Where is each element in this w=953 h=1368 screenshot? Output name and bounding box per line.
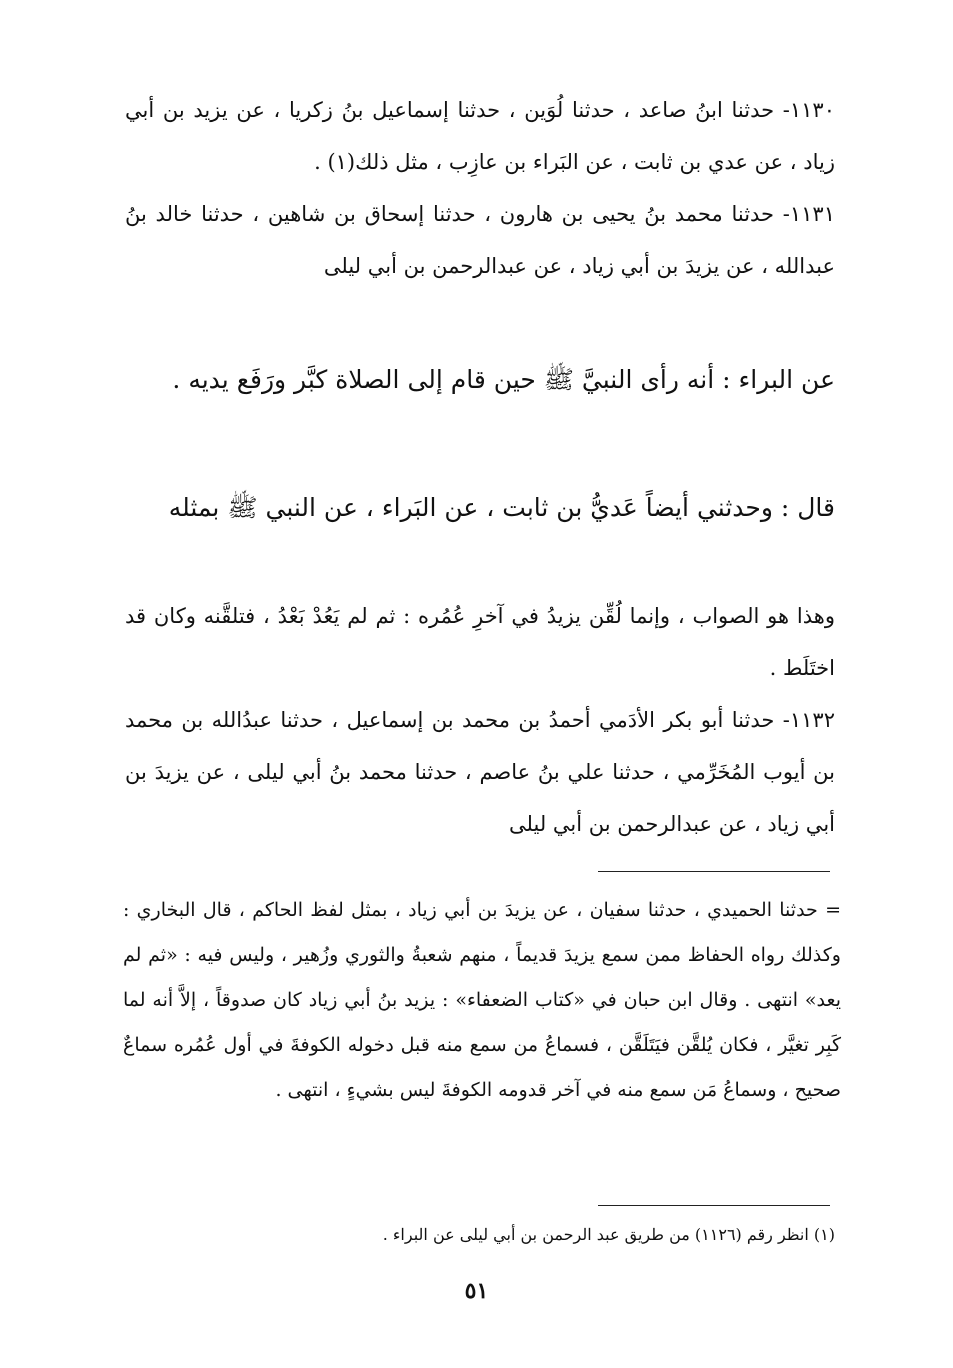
hadith-1130: ١١٣٠- حدثنا ابنُ صاعد ، حدثنا لُوَين ، حدثنا إسماعيل بنُ زكريا ، عن يزيد بن أبي زياد ، عن عدي بن ثابت ، عن البَراء بن عازِب ، مثل ذلك(١) . [125,98,835,174]
hadith-1131-matn: عن البراء : أنه رأى النبيَّ ﷺ حين قام إلى الصلاة كبَّر ورَفَع يديه . [172,365,835,394]
hadith-1131-alt-chain: قال : وحدثني أيضاً عَديُّ بن ثابت ، عن البَراء ، عن النبي ﷺ بمثله [168,493,835,522]
author-comment: وهذا هو الصواب ، وإنما لُقِّن يزيدُ في آخرِ عُمُره : ثم لم يَعُدْ بَعْدُ ، فتلقَّنه وكان قد اختَلَط . [125,604,835,680]
page-number: ٥١ [464,1278,489,1304]
hadith-1131: ١١٣١- حدثنا محمد بنُ يحيى بن هارون ، حدثنا إسحاق بن شاهين ، حدثنا خالد بنُ عبدالله ، عن يزيدَ بن أبي زياد ، عن عبدالرحمن بن أبي ليلى [125,202,835,278]
footnote-1: (١) انظر رقم (١١٢٦) من طريق عبد الرحمن بن أبي ليلى عن البراء . [382,1225,835,1244]
continued-note: = حدثنا الحميدي ، حدثنا سفيان ، عن يزيدَ بن أبي زياد ، بمثل لفظ الحاكم ، قال البخاري : وكذلك رواه الحفاظ ممن سمع يزيدَ قديماً ، منهم شعبةُ والثوري وزُهير ، وليس فيه : «ثم لم يعد» انتهى . وقال ابن حبان في «كتاب الضعفاء» : يزيد بنُ أبي زياد كان صدوقاً ، إلاَّ أنه لما كَبِر تغيَّر ، فكان يُلقَّن فيَتَلَقَّن ، فسماعُ من سمع منه قبل دخوله الكوفةَ في أول عُمُره سماعٌ صحيح ، وسماعُ مَن سمع منه في آخر قدومه الكوفةَ ليس بشيءٍ ، انتهى . [123,899,841,1101]
hadith-1132: ١١٣٢- حدثنا أبو بكر الأدَمي أحمدُ بن محمد بن إسماعيل ، حدثنا عبدُالله بن محمد بن أيوب المُخَرِّمي ، حدثنا علي بنُ عاصم ، حدثنا محمد بنُ أبي ليلى ، عن يزيدَ بن أبي زياد ، عن عبدالرحمن بن أبي ليلى [125,708,835,836]
notes-separator [598,871,830,872]
footnote-separator [598,1205,830,1206]
